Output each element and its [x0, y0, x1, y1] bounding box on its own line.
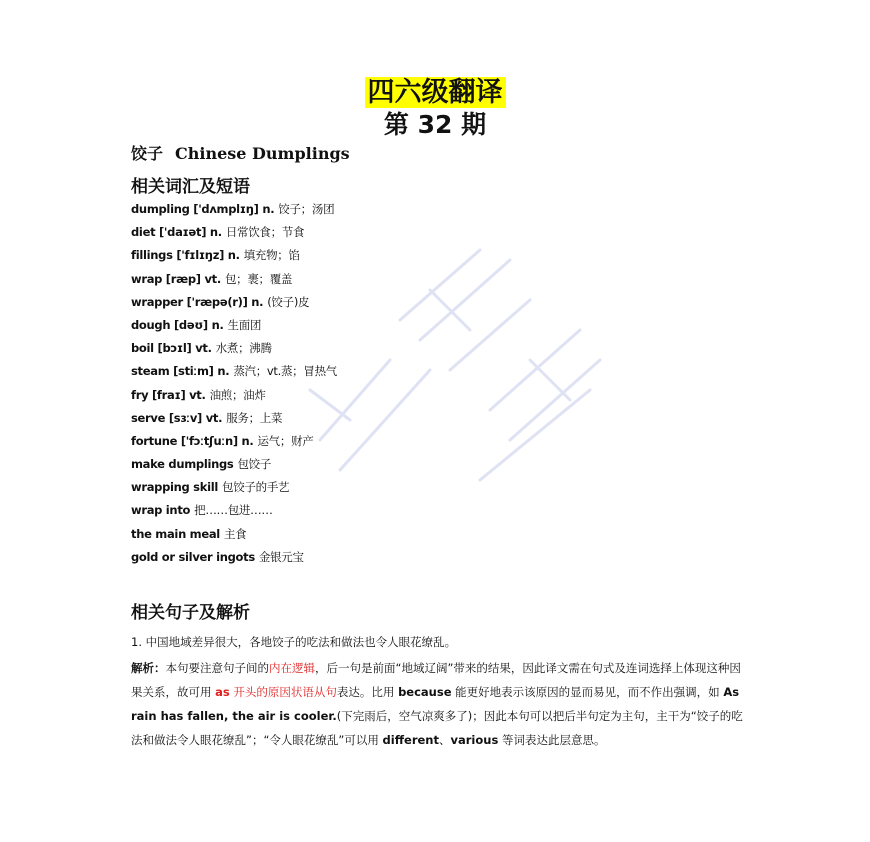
vocab-heading: 相关词汇及短语 [131, 177, 250, 197]
vocab-item: serve [sɜːv] vt. 服务；上菜 [131, 410, 283, 425]
example-sentence: As rain has fallen, the air is cooler. [131, 685, 740, 723]
vocab-item: wrap into 把……包进…… [131, 503, 273, 518]
vocab-item: wrap [ræp] vt. 包；裹；覆盖 [131, 271, 293, 286]
vocab-item: fortune ['fɔːtʃuːn] n. 运气；财产 [131, 433, 314, 448]
vocab-item: dumpling ['dʌmplɪŋ] n. 饺子；汤团 [131, 202, 335, 216]
vocab-item: wrapping skill 包饺子的手艺 [131, 480, 290, 495]
vocab-item: diet ['daɪət] n. 日常饮食；节食 [131, 225, 305, 240]
highlight-as: as [215, 685, 230, 699]
vocab-item: wrapper ['ræpə(r)] n. (饺子)皮 [131, 294, 310, 309]
topic-zh: 饺子 [131, 144, 164, 163]
analysis-label: 解析： [131, 661, 166, 675]
title-text: 四六级翻译 [365, 77, 506, 108]
vocab-list [131, 201, 337, 572]
vocab-item: gold or silver ingots 金银元宝 [131, 549, 304, 564]
topic-heading [131, 141, 350, 164]
keyword-various: various [450, 733, 499, 747]
issue-number: 第 32 期 [383, 110, 487, 139]
vocab-item: steam [stiːm] n. 蒸汽；vt.蒸；冒热气 [131, 364, 337, 379]
keyword-because: because [398, 685, 452, 699]
vocab-item: make dumplings 包饺子 [131, 457, 272, 472]
highlight-clause: 开头的原因状语从句 [229, 685, 337, 699]
highlight-logic: 内在逻辑 [269, 661, 315, 675]
sentence-heading: 相关句子及解析 [131, 603, 250, 623]
vocab-item: dough [dəʊ] n. 生面团 [131, 317, 262, 332]
vocab-item: the main meal 主食 [131, 526, 247, 541]
vocab-item: fillings ['fɪlɪŋz] n. 填充物；馅 [131, 248, 300, 263]
topic-en: Chinese Dumplings [175, 144, 350, 163]
analysis-paragraph: 解析：本句要注意句子间的内在逻辑，后一句是前面“地域辽阔”带来的结果，因此译文需在句式及连词选择上体现这种因果关系，故可用 as 开头的原因状语从句表达。比用 because 能更好地表示该原因的显而易见，而不作出强调，如 As rain has fallen, the air is cooler.(下完雨后，空气凉爽多了)；因此本句可以把后半句定为主句，主干为“饺子的吃法和做法令人眼花缭乱”；“令人眼花缭乱”可以用 different、various 等词表达此层意思。 [131, 661, 743, 747]
vocab-item: fry [fraɪ] vt. 油煎；油炸 [131, 387, 266, 402]
keyword-different: different [382, 733, 439, 747]
sentence-1: 1. 中国地域差异很大，各地饺子的吃法和做法也令人眼花缭乱。 [131, 635, 457, 649]
vocab-item: boil [bɔɪl] vt. 水煮；沸腾 [131, 341, 272, 356]
document-title [0, 70, 870, 109]
